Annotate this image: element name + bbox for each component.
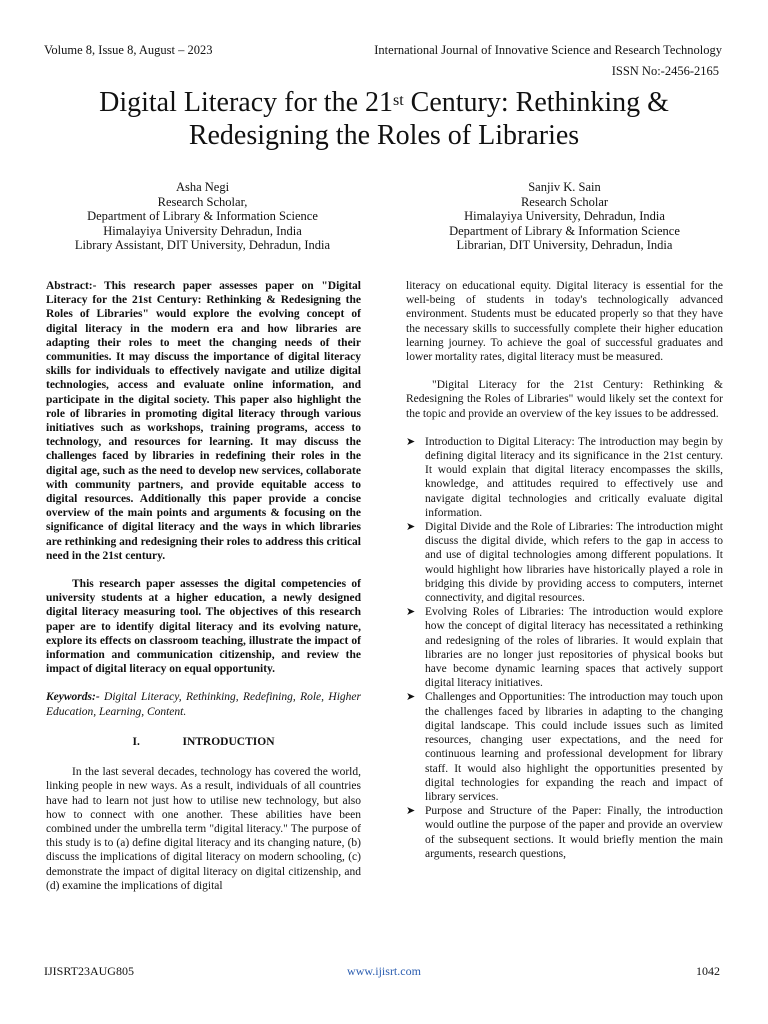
author-line: Library Assistant, DIT University, Dehradun, India	[74, 238, 331, 252]
right-column	[406, 279, 723, 861]
context-paragraph: "Digital Literacy for the 21st Century: Rethinking & Redesigning the Roles of Libraries" would likely set the context for the topic and provide an overview of the key issues to be addressed.	[406, 379, 723, 420]
list-item	[406, 690, 723, 804]
issn: ISSN No:-2456-2165	[611, 64, 719, 78]
journal-name: International Journal of Innovative Science and Research Technology	[374, 43, 722, 57]
author-line: Department of Library & Information Science	[449, 223, 680, 238]
intro-continued: literacy on educational equity. Digital literacy is essential for the well-being of students in today's technologically advanced environment. Students must be educated properly so that they have the necessary skills to successfully complete their higher education learning journey. To achieve the goal of successful graduates and lower mortality rates, digital literacy must be measured.	[406, 280, 723, 364]
keywords	[46, 690, 361, 718]
author-name: Sanjiv K. Sain	[528, 180, 601, 194]
section-number: I.	[132, 735, 140, 748]
list-item-text: Evolving Roles of Libraries: The introduction would explore how the concept of digital literacy has necessitated a rethinking and redesigning of the roles of libraries. It would explain that libraries are no longer just repositories of physical books but have become dynamic learning spaces that actively support digital literacy initiatives.	[425, 606, 723, 690]
title-part2: Century: Rethinking &	[403, 87, 669, 118]
arrow-bullet-icon: ➤	[406, 606, 416, 619]
section-title: INTRODUCTION	[182, 735, 275, 748]
abstract: Abstract:- This research paper assesses paper on "Digital Literacy for the 21st Century: Rethinking & Redesigning the Roles of Libraries" would explore the evolving concept of digital literacy in the modern era and how libraries are adapting their roles to meet the changing needs of their communities. It may discuss the importance of digital literacy skills for individuals to effectively navigate and utilize digital technologies, access and evaluate online information, and participate in the digital society. This paper also highlight the role of libraries in promoting digital literacy through various initiatives such as workshops, training programs, access to technology, and resources for learning. It may discuss the challenges faced by libraries in redefining their roles in the digital age, such as the need to develop new services, collaborate with community partners, and provide equitable access to digital resources. Additionally this paper provide a concise overview of the main points and arguments & focusing on the significance of digital literacy and the ways in which libraries are rethinking and redesigning their roles to address this critical need in the 21st century.	[46, 280, 361, 562]
bullet-list	[406, 435, 723, 861]
list-item-text: Introduction to Digital Literacy: The introduction may begin by defining digital literacy and its significance in the 21st century. It would explain that digital literacy encompasses the skills, knowledge, and attitudes required to effectively use and navigate digital technologies and critically evaluate digital information.	[425, 435, 723, 519]
list-item	[406, 804, 723, 861]
list-item	[406, 520, 723, 605]
list-item	[406, 435, 723, 520]
author-line: Himalayiya University Dehradun, India	[103, 223, 302, 238]
left-column	[46, 279, 361, 893]
arrow-bullet-icon: ➤	[406, 435, 416, 448]
journal-link[interactable]: www.ijisrt.com	[347, 964, 421, 978]
title-line2: Redesigning the Roles of Libraries	[188, 120, 580, 151]
author-line: Research Scholar,	[157, 194, 248, 209]
list-item	[406, 605, 723, 690]
intro-paragraph: In the last several decades, technology has covered the world, linking people in new ways. As a result, individuals of all countries have had to learn not just how to utilise new technology, but also how to connect with one another. These abilities have been combined under the umbrella term "digital literacy." The purpose of this study is to (a) define digital literacy and its changing nature, (b) discuss the implications of digital literacy on modern schooling, (c) demonstrate the impact of digital literacy on digital citizenship, and (d) examine the implications of digital	[46, 766, 361, 892]
keywords-text: Digital Literacy, Rethinking, Redefining, Role, Higher Education, Learning, Content.	[46, 691, 361, 718]
title-part1: Digital Literacy for the 21	[99, 87, 393, 118]
keywords-label: Keywords:-	[46, 691, 100, 704]
page-number: 1042	[696, 964, 720, 978]
arrow-bullet-icon: ➤	[406, 805, 416, 818]
author-line: Librarian, DIT University, Dehradun, India	[456, 238, 673, 252]
list-item-text: Purpose and Structure of the Paper: Finally, the introduction would outline the purpose of the paper and provide an overview of the subsequent sections. It would briefly mention the main arguments, research questions,	[425, 805, 723, 860]
author-line: Himalayiya University, Dehradun, India	[464, 209, 665, 223]
list-item-text: Digital Divide and the Role of Libraries: The introduction might discuss the digital divide, which refers to the gap in access to and use of digital technologies among different populations. It would highlight how libraries have historically played a role in bridging this divide by providing access to computers, internet connectivity, and digital resources.	[425, 521, 723, 605]
abstract-paragraph-2: This research paper assesses the digital competencies of university students at a higher education, a newly designed digital literacy measuring tool. The objectives of this research paper are to identify digital literacy and its evolving nature, explore its effects on classroom teaching, illustrate the impact of information and communication citizenship, and review the impact of digital literacy on equal opportunity.	[46, 578, 361, 676]
footer-center	[0, 964, 768, 979]
author-2	[412, 180, 717, 253]
title-superscript: st	[393, 92, 404, 109]
section-heading	[46, 735, 361, 749]
author-name: Asha Negi	[175, 180, 230, 194]
arrow-bullet-icon: ➤	[406, 521, 416, 534]
author-line: Research Scholar	[520, 194, 609, 209]
author-1	[50, 180, 355, 253]
author-line: Department of Library & Information Science	[87, 209, 318, 223]
list-item-text: Challenges and Opportunities: The introduction may touch upon the challenges faced by libraries in adapting to the changing digital landscape. This could include issues such as limited resources, changing user expectations, and the need for continuous learning and professional development for library staff. It would also highlight the opportunities presented by digital technologies for expanding the reach and impact of library services.	[425, 691, 723, 803]
volume-info: Volume 8, Issue 8, August – 2023	[44, 43, 213, 57]
arrow-bullet-icon: ➤	[406, 691, 416, 704]
paper-title	[40, 86, 728, 152]
paper-code: IJISRT23AUG805	[44, 964, 134, 978]
